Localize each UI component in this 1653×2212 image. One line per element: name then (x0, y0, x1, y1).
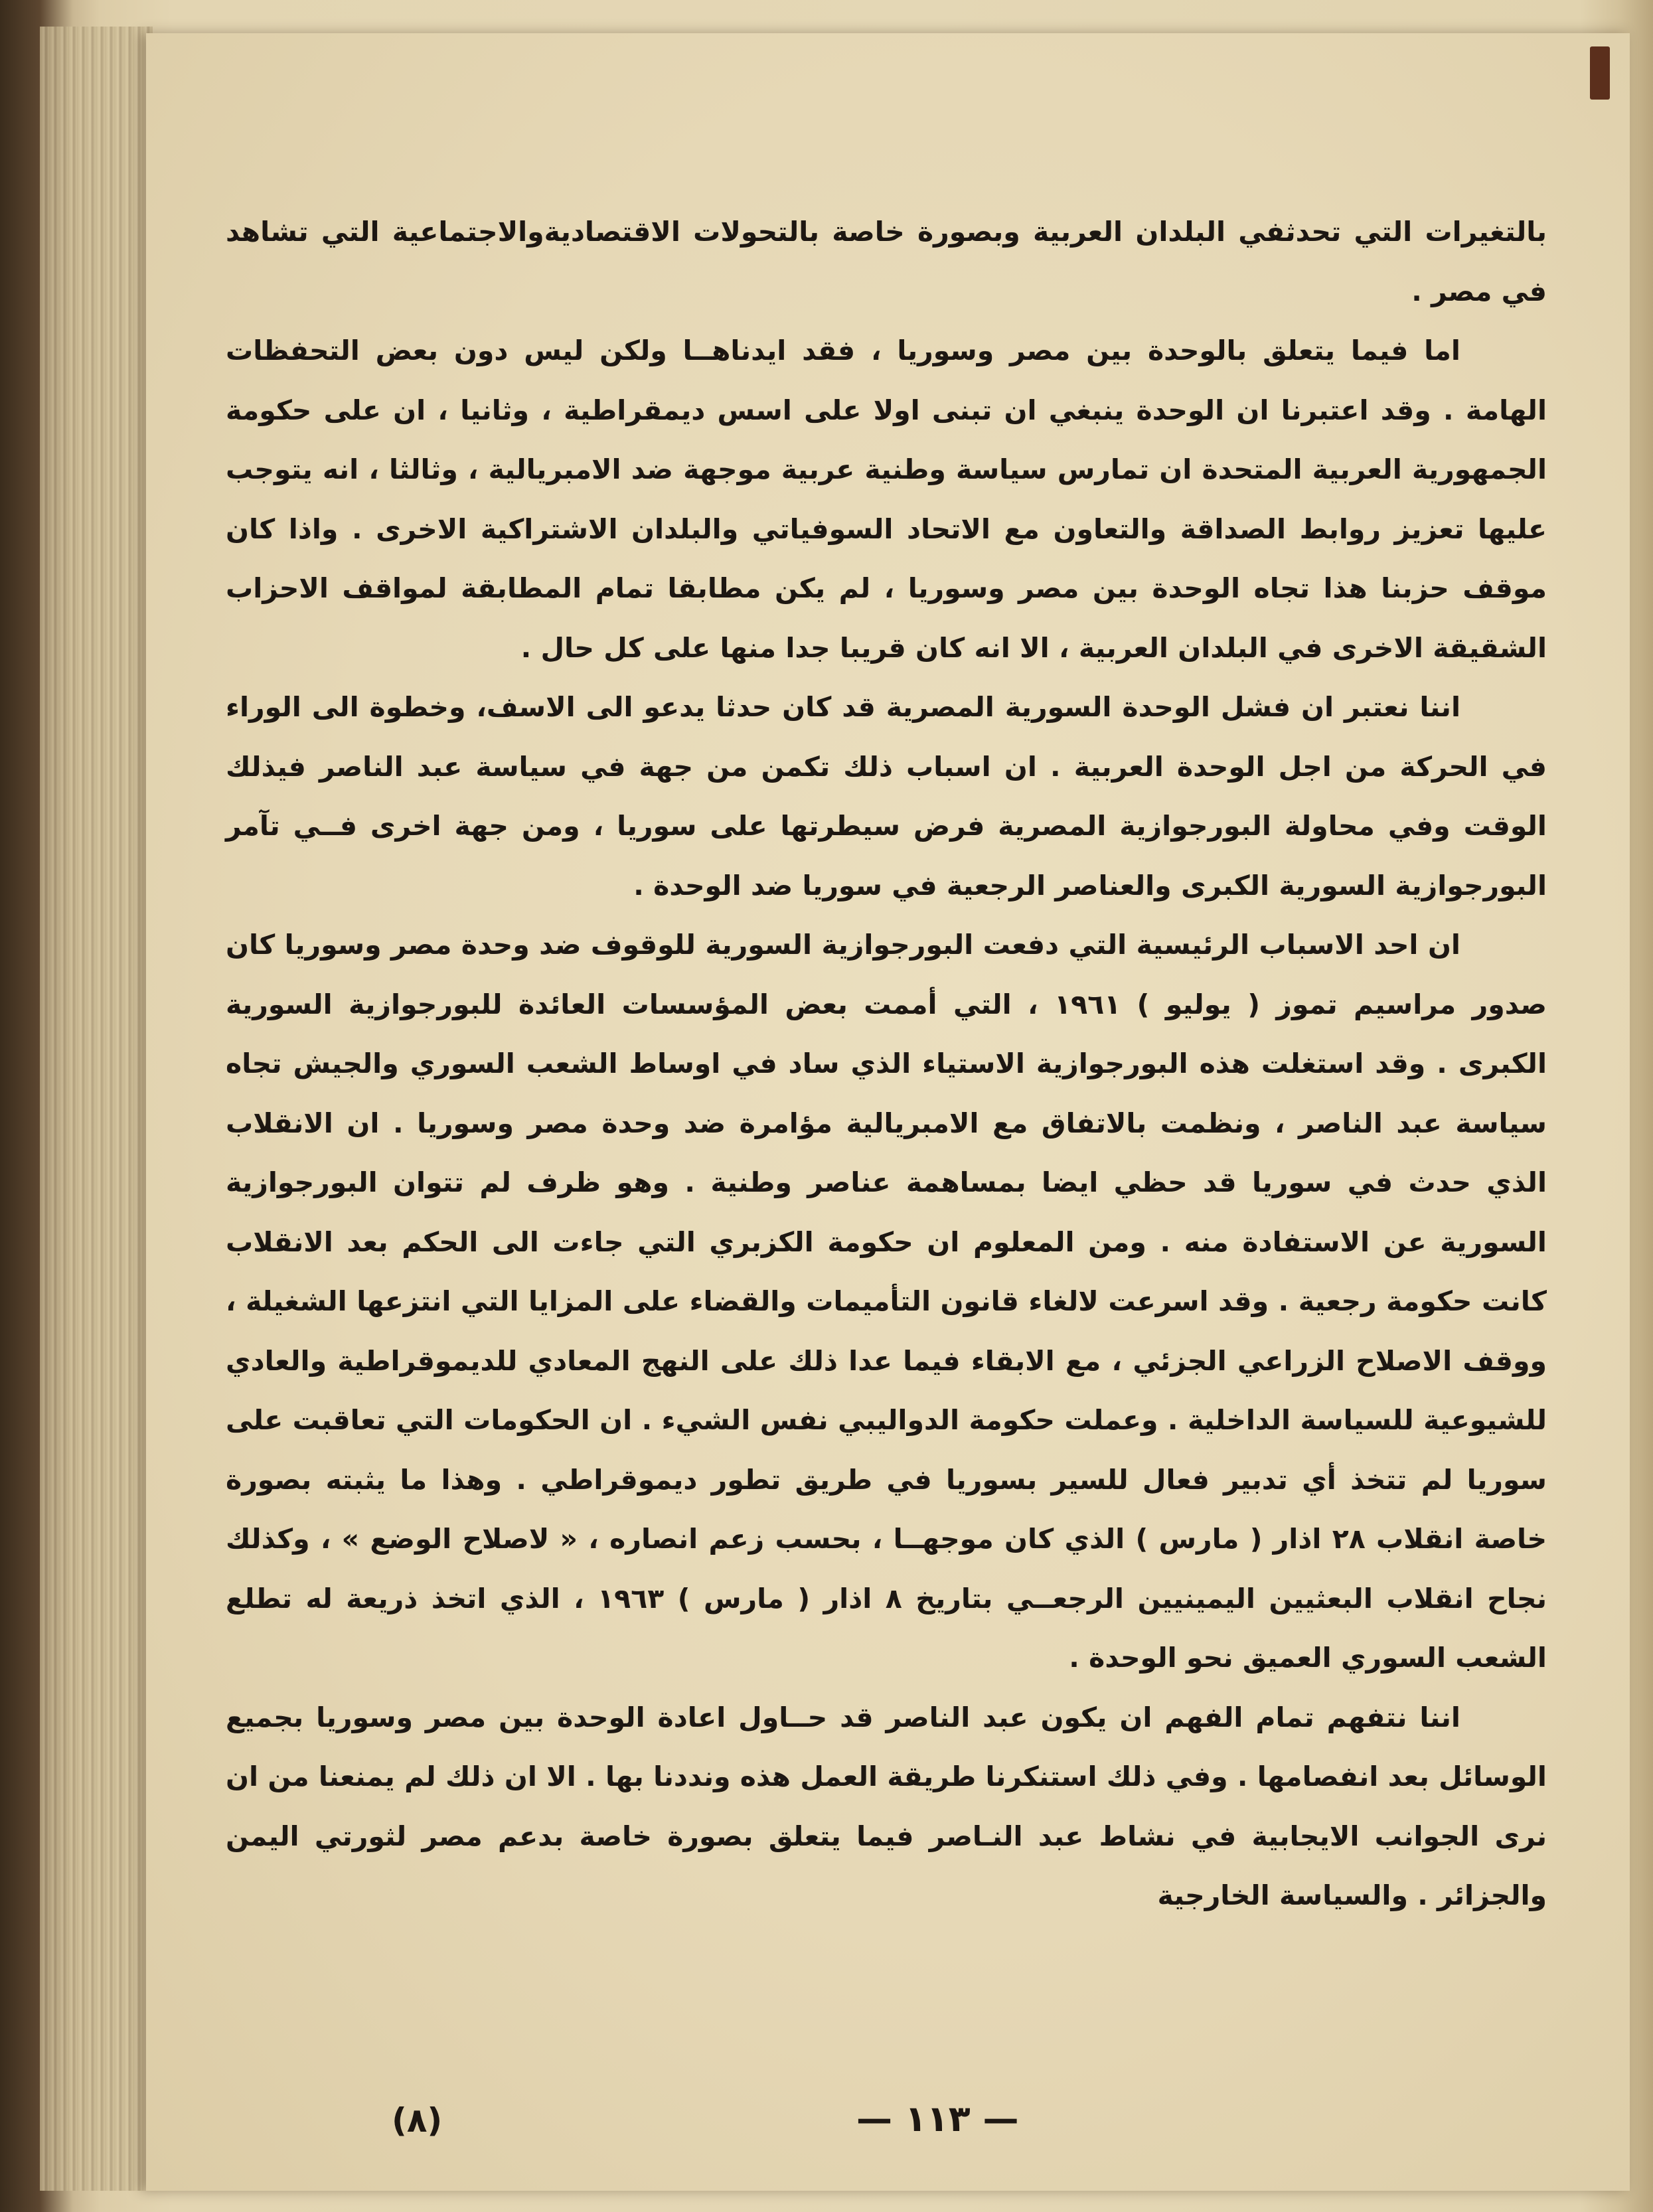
book-page-edges (40, 27, 153, 2191)
paragraph-4: ان احد الاسباب الرئيسية التي دفعت البورجوازية السورية للوقوف ضد وحدة مصر وسوريا كان صدور مراسيم تموز ( يوليو ) ١٩٦١ ، التي أممت بعض المؤسسات العائدة للبورجوازية السورية الكبرى . وقد استغلت هذه البورجوازية الاستياء الذي ساد في اوساط الشعب السوري والجيش تجاه سياسة عبد الناصر ، ونظمت بالاتفاق مع الامبريالية مؤامرة ضد وحدة مصر وسوريا . ان الانقلاب الذي حدث في سوريا قد حظي ايضا بمساهمة عناصر وطنية . وهو ظرف لم تتوان البورجوازية السورية عن الاستفادة منه . ومن المعلوم ان حكومة الكزبري التي جاءت الى الحكم بعد الانقلاب كانت حكومة رجعية . وقد اسرعت لالغاء قانون التأميمات والقضاء على المزايا التي انتزعها الشغيلة ، ووقف الاصلاح الزراعي الجزئي ، مع الابقاء فيما عدا ذلك على النهج المعادي للديموقراطية والعادي للشيوعية للسياسة الداخلية . وعملت حكومة الدواليبي نفس الشيء . ان الحكومات التي تعاقبت على سوريا لم تتخذ أي تدبير فعال للسير بسوريا في طريق تطور ديموقراطي . وهذا ما يثبته بصورة خاصة انقلاب ٢٨ اذار ( مارس ) الذي كان موجهــا ، بحسب زعم انصاره ، « لاصلاح الوضع » ، وكذلك نجاح انقلاب البعثيين اليمينيين الرجعــي بتاريخ ٨ اذار ( مارس ) ١٩٦٣ ، الذي اتخذ ذريعة له تطلع الشعب السوري العميق نحو الوحدة . (226, 929, 1547, 1674)
page-number: — ١١٣ — (856, 2098, 1019, 2140)
paragraph-2: اما فيما يتعلق بالوحدة بين مصر وسوريا ، فقد ايدناهــا ولكن ليس دون بعض التحفظات الهامة . وقد اعتبرنا ان الوحدة ينبغي ان تبنى اولا على اسس ديمقراطية ، وثانيا ، ان على حكومة الجمهورية العربية المتحدة ان تمارس سياسة وطنية عربية موجهة ضد الامبريالية ، وثالثا ، انه يتوجب عليها تعزيز روابط الصداقة والتعاون مع الاتحاد السوفياتي والبلدان الاشتراكية الاخرى . واذا كان موقف حزبنا هذا تجاه الوحدة بين مصر وسوريا ، لم يكن مطابقا تمام المطابقة لمواقف الاحزاب الشقيقة الاخرى في البلدان العربية ، الا انه كان قريبا جدا منها على كل حال . (226, 335, 1547, 664)
paragraph-3: اننا نعتبر ان فشل الوحدة السورية المصرية قد كان حدثا يدعو الى الاسف، وخطوة الى الوراء في الحركة من اجل الوحدة العربية . ان اسباب ذلك تكمن من جهة في سياسة عبد الناصر فيذلك الوقت وفي محاولة البورجوازية المصرية فرض سيطرتها على سوريا ، ومن جهة اخرى فــي تآمر البورجوازية السورية الكبرى والعناصر الرجعية في سوريا ضد الوحدة . (226, 691, 1547, 902)
paragraph-1: بالتغيرات التي تحدثفي البلدان العربية وبصورة خاصة بالتحولات الاقتصاديةوالاجتماعية التي تشاهد في مصر . (226, 216, 1547, 307)
page-body-text (226, 202, 1547, 1926)
binding-clip (1590, 46, 1610, 100)
paragraph-5: اننا نتفهم تمام الفهم ان يكون عبد الناصر قد حــاول اعادة الوحدة بين مصر وسوريا بجميع الوسائل بعد انفصامها . وفي ذلك استنكرنا طريقة العمل هذه ونددنا بها . الا ان ذلك لم يمنعنا من ان نرى الجوانب الايجابية في نشاط عبد النـاصر فيما يتعلق بصورة خاصة بدعم مصر لثورتي اليمن والجزائر . والسياسة الخارجية (226, 1701, 1547, 1911)
signature-mark: (٨) (392, 2101, 443, 2140)
